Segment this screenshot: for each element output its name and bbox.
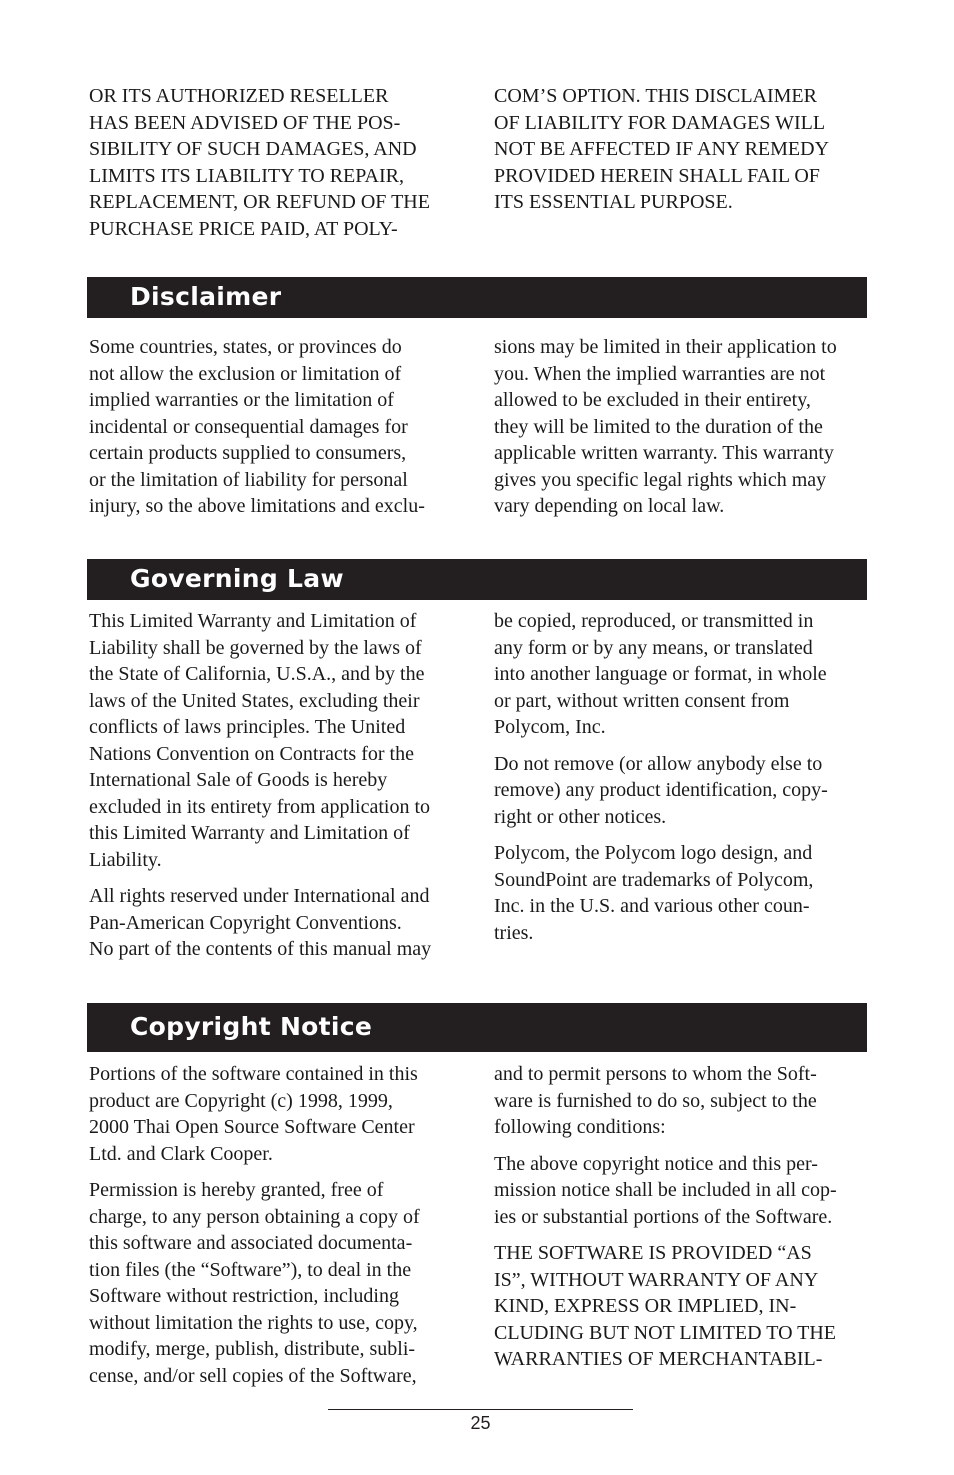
text-line: REPLACEMENT, OR REFUND OF THE [89,191,430,213]
text-line: right or other notices. [494,805,667,828]
text-line: be copied, reproduced, or transmitted in [494,610,814,632]
top-left-paragraph [89,83,463,242]
text-line: Permission is hereby granted, free of [89,1179,384,1201]
text-line: This Limited Warranty and Limitation of [89,610,417,632]
text-line: Liability shall be governed by the laws of [89,636,422,659]
copyright-notice-right-paragraph-2 [494,1151,868,1231]
disclaimer-heading-bar [87,277,867,318]
disclaimer-left-paragraph [89,334,463,520]
disclaimer-left-column [89,334,463,530]
text-line: International Sale of Goods is hereby [89,769,388,791]
text-line: NOT BE AFFECTED IF ANY REMEDY [494,138,830,160]
text-line: any form or by any means, or translated [494,636,813,659]
text-line: and to permit persons to whom the Soft- [494,1063,817,1085]
text-line: this software and associated documenta- [89,1232,413,1254]
text-line: sions may be limited in their application to [494,336,837,358]
copyright-notice-right-paragraph-1 [494,1061,868,1141]
text-line: applicable written warranty. This warranty [494,442,834,464]
governing-law-right-paragraph-2 [494,751,868,831]
text-line: Software without restriction, including [89,1285,399,1307]
text-line: tries. [494,921,534,944]
text-line: ware is furnished to do so, subject to the [494,1089,817,1112]
text-line: 2000 Thai Open Source Software Center [89,1116,415,1138]
text-line: Polycom, the Polycom logo design, and [494,842,813,864]
text-line: WARRANTIES OF MERCHANTABIL- [494,1348,823,1370]
text-line: Do not remove (or allow anybody else to [494,752,823,775]
text-line: the State of California, U.S.A., and by the [89,663,425,685]
text-line: into another language or format, in whole [494,663,827,685]
text-line: modify, merge, publish, distribute, subli- [89,1338,416,1360]
governing-law-right-paragraph-3 [494,840,868,946]
text-line: SIBILITY OF SUCH DAMAGES, AND [89,138,417,160]
text-line: injury, so the above limitations and exclu- [89,495,425,517]
copyright-notice-left-paragraph-1 [89,1061,463,1167]
text-line: LIMITS ITS LIABILITY TO REPAIR, [89,164,404,187]
text-line: The above copyright notice and this per- [494,1152,818,1175]
governing-law-heading-bar [87,559,867,600]
text-line: PROVIDED HEREIN SHALL FAIL OF [494,164,820,187]
text-line: Portions of the software contained in this [89,1063,418,1085]
text-line: No part of the contents of this manual may [89,938,432,960]
text-line: without limitation the rights to use, copy, [89,1311,418,1334]
text-line: incidental or consequential damages for [89,415,408,438]
text-line: conflicts of laws principles. The United [89,716,406,738]
text-line: or the limitation of liability for personal [89,468,408,491]
text-line: vary depending on local law. [494,495,725,517]
governing-law-left-column [89,608,463,973]
text-line: All rights reserved under International and [89,885,430,907]
text-line: tion files (the “Software”), to deal in the [89,1258,412,1281]
disclaimer-heading: Disclaimer [130,282,282,311]
text-line: Inc. in the U.S. and various other coun- [494,895,810,917]
text-line: OF LIABILITY FOR DAMAGES WILL [494,111,826,134]
text-line: remove) any product identification, copy- [494,779,828,801]
text-line: THE SOFTWARE IS PROVIDED “AS [494,1242,812,1264]
top-right-paragraph [494,83,868,216]
governing-law-right-paragraph-1 [494,608,868,741]
text-line: COM’S OPTION. THIS DISCLAIMER [494,85,817,107]
text-line: this Limited Warranty and Limitation of [89,822,410,844]
text-line: following conditions: [494,1116,666,1138]
text-line: gives you specific legal rights which may [494,468,827,491]
text-line: mission notice shall be included in all cop- [494,1179,837,1201]
footer-rule [328,1409,633,1410]
text-line: certain products supplied to consumers, [89,442,407,464]
governing-law-heading: Governing Law [130,564,344,593]
copyright-notice-heading: Copyright Notice [130,1012,373,1041]
text-line: or part, without written consent from [494,689,790,712]
governing-law-right-column [494,608,868,956]
top-left-column [89,83,463,252]
text-line: Some countries, states, or provinces do [89,336,402,358]
disclaimer-right-paragraph [494,334,868,520]
text-line: Liability. [89,848,162,871]
copyright-notice-right-column [494,1061,868,1383]
text-line: excluded in its entirety from application to [89,795,431,818]
text-line: ITS ESSENTIAL PURPOSE. [494,191,733,213]
text-line: Nations Convention on Contracts for the [89,742,414,765]
text-line: ies or substantial portions of the Software. [494,1205,833,1228]
text-line: cense, and/or sell copies of the Software, [89,1364,417,1387]
text-line: KIND, EXPRESS OR IMPLIED, IN- [494,1295,797,1317]
copyright-notice-left-paragraph-2 [89,1177,463,1389]
text-line: IS”, WITHOUT WARRANTY OF ANY [494,1268,819,1291]
text-line: SoundPoint are trademarks of Polycom, [494,868,814,891]
text-line: laws of the United States, excluding their [89,689,420,712]
text-line: you. When the implied warranties are not [494,362,826,385]
text-line: product are Copyright (c) 1998, 1999, [89,1089,393,1112]
governing-law-left-paragraph-2 [89,883,463,963]
text-line: Ltd. and Clark Cooper. [89,1142,273,1165]
text-line: HAS BEEN ADVISED OF THE POS- [89,111,401,134]
top-right-column [494,83,868,226]
text-line: implied warranties or the limitation of [89,389,394,411]
text-line: Polycom, Inc. [494,716,606,738]
copyright-notice-heading-bar [87,1003,867,1052]
text-line: CLUDING BUT NOT LIMITED TO THE [494,1321,837,1344]
text-line: not allow the exclusion or limitation of [89,362,402,385]
disclaimer-right-column [494,334,868,530]
text-line: PURCHASE PRICE PAID, AT POLY- [89,217,398,240]
text-line: allowed to be excluded in their entirety, [494,389,811,411]
text-line: Pan-American Copyright Conventions. [89,911,402,934]
text-line: charge, to any person obtaining a copy of [89,1205,420,1228]
text-line: they will be limited to the duration of the [494,415,823,438]
copyright-notice-right-paragraph-3 [494,1240,868,1373]
copyright-notice-left-column [89,1061,463,1399]
text-line: OR ITS AUTHORIZED RESELLER [89,85,389,107]
page-number: 25 [470,1413,491,1433]
governing-law-left-paragraph-1 [89,608,463,873]
